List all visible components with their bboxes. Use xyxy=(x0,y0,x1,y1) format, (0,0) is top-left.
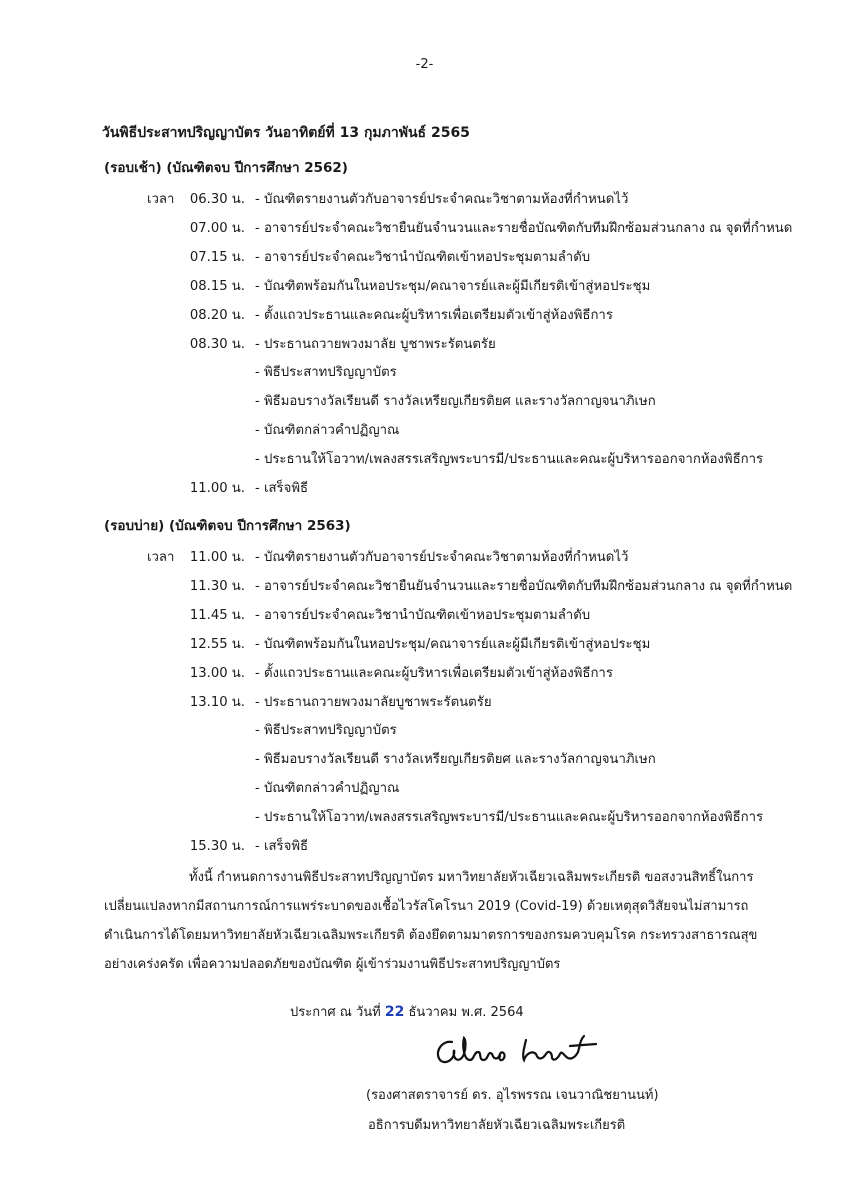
schedule-activity: - พิธีประสาทปริญญาบัตร xyxy=(255,365,397,381)
schedule-row xyxy=(0,275,849,295)
schedule-time: 11.00 น. xyxy=(189,550,245,565)
schedule-activity: - ประธานถวายพวงมาลัย บูชาพระรัตนตรัย xyxy=(255,336,496,352)
schedule-activity: - อาจารย์ประจำคณะวิชานำบัณฑิตเข้าหอประชุมตามลำดับ xyxy=(255,249,591,265)
time-prefix: เวลา xyxy=(147,192,175,207)
schedule-row xyxy=(0,719,849,739)
schedule-activity: - ประธานให้โอวาท/เพลงสรรเสริญพระบารมี/ประธานและคณะผู้บริหารออกจากห้องพิธีการ xyxy=(255,452,764,468)
schedule-activity: - ประธานให้โอวาท/เพลงสรรเสริญพระบารมี/ประธานและคณะผู้บริหารออกจากห้องพิธีการ xyxy=(255,810,764,826)
schedule-row xyxy=(0,333,849,353)
schedule-time: 08.15 น. xyxy=(189,278,245,294)
schedule-row xyxy=(0,477,849,497)
schedule-time: 11.45 น. xyxy=(189,607,245,623)
schedule-time: 08.20 น. xyxy=(189,307,245,323)
schedule-row xyxy=(0,604,849,624)
schedule-row xyxy=(0,662,849,682)
schedule-activity: - บัณฑิตรายงานตัวกับอาจารย์ประจำคณะวิชาตามห้องที่กำหนดไว้ xyxy=(255,550,629,565)
ceremony-heading: วันพิธีประสาทปริญญาบัตร วันอาทิตย์ที่ 13 กุมภาพันธ์ 2565 xyxy=(102,125,470,141)
schedule-time: 13.00 น. xyxy=(189,665,245,681)
schedule-activity: - ตั้งแถวประธานและคณะผู้บริหารเพื่อเตรียมตัวเข้าสู่ห้องพิธีการ xyxy=(255,665,613,681)
schedule-row xyxy=(0,304,849,324)
notice-line-4: อย่างเคร่งครัด เพื่อความปลอดภัยของบัณฑิต ผู้เข้าร่วมงานพิธีประสาทปริญญาบัตร xyxy=(104,957,561,972)
schedule-row xyxy=(0,546,849,566)
schedule-row xyxy=(0,217,849,237)
schedule-time: 07.15 น. xyxy=(189,249,245,265)
afternoon-session-title: (รอบบ่าย) (บัณฑิตจบ ปีการศึกษา 2563) xyxy=(104,518,351,534)
morning-session-title: (รอบเช้า) (บัณฑิตจบ ปีการศึกษา 2562) xyxy=(104,160,348,176)
schedule-row xyxy=(0,835,849,855)
announce-prefix: ประกาศ ณ วันที่ xyxy=(290,1005,381,1020)
schedule-row xyxy=(0,633,849,653)
schedule-row xyxy=(0,361,849,381)
schedule-time: 06.30 น. xyxy=(189,192,245,207)
schedule-activity: - อาจารย์ประจำคณะวิชานำบัณฑิตเข้าหอประชุมตามลำดับ xyxy=(255,607,591,623)
schedule-activity: - พิธีมอบรางวัลเรียนดี รางวัลเหรียญเกียรติยศ และรางวัลกาญจนาภิเษก xyxy=(255,752,656,768)
schedule-time: 11.30 น. xyxy=(189,578,245,594)
schedule-row xyxy=(0,188,849,208)
schedule-row xyxy=(0,246,849,266)
signer-position: อธิการบดีมหาวิทยาลัยหัวเฉียวเฉลิมพระเกียรติ xyxy=(368,1118,626,1133)
schedule-row xyxy=(0,419,849,439)
schedule-row xyxy=(0,777,849,797)
schedule-row xyxy=(0,448,849,468)
page-number: -2- xyxy=(415,57,434,72)
schedule-activity: - บัณฑิตพร้อมกันในหอประชุม/คณาจารย์และผู้มีเกียรติเข้าสู่หอประชุม xyxy=(255,278,651,294)
schedule-time: 12.55 น. xyxy=(189,636,245,652)
signer-name: (รองศาสตราจารย์ ดร. อุไรพรรณ เจนวาณิชยานนท์) xyxy=(366,1088,659,1103)
schedule-row xyxy=(0,575,849,595)
schedule-activity: - บัณฑิตรายงานตัวกับอาจารย์ประจำคณะวิชาตามห้องที่กำหนดไว้ xyxy=(255,192,629,207)
schedule-row xyxy=(0,691,849,711)
notice-line-3: ดำเนินการได้โดยมหาวิทยาลัยหัวเฉียวเฉลิมพระเกียรติ ต้องยึดตามมาตรการของกรมควบคุมโรค กระทรวงสาธารณสุข xyxy=(104,928,758,943)
schedule-time: 15.30 น. xyxy=(189,839,245,854)
schedule-time: 11.00 น. xyxy=(189,481,245,496)
notice-line-2: เปลี่ยนแปลงหากมีสถานการณ์การแพร่ระบาดของเชื้อไวรัสโคโรนา 2019 (Covid-19) ด้วยเหตุสุดวิสัยจนไม่สามารถ xyxy=(104,899,749,914)
schedule-activity: - พิธีมอบรางวัลเรียนดี รางวัลเหรียญเกียรติยศ และรางวัลกาญจนาภิเษก xyxy=(255,394,656,410)
schedule-activity: - บัณฑิตกล่าวคำปฏิญาณ xyxy=(255,781,400,797)
announce-day: 22 xyxy=(384,1004,405,1020)
schedule-activity: - อาจารย์ประจำคณะวิชายืนยันจำนวนและรายชื่อบัณฑิตกับทีมฝึกซ้อมส่วนกลาง ณ จุดที่กำหนด xyxy=(255,220,793,236)
schedule-activity: - เสร็จพิธี xyxy=(255,839,309,854)
schedule-time: 07.00 น. xyxy=(189,220,245,236)
schedule-row xyxy=(0,748,849,768)
time-prefix: เวลา xyxy=(147,550,175,565)
schedule-row xyxy=(0,390,849,410)
schedule-activity: - บัณฑิตพร้อมกันในหอประชุม/คณาจารย์และผู้มีเกียรติเข้าสู่หอประชุม xyxy=(255,636,651,652)
schedule-activity: - บัณฑิตกล่าวคำปฏิญาณ xyxy=(255,423,400,439)
schedule-activity: - ประธานถวายพวงมาลัยบูชาพระรัตนตรัย xyxy=(255,694,492,710)
handwritten-signature xyxy=(430,1030,605,1074)
schedule-activity: - ตั้งแถวประธานและคณะผู้บริหารเพื่อเตรียมตัวเข้าสู่ห้องพิธีการ xyxy=(255,307,613,323)
announce-month-year: ธันวาคม พ.ศ. 2564 xyxy=(408,1005,524,1020)
schedule-activity: - เสร็จพิธี xyxy=(255,481,309,496)
notice-line-1: ทั้งนี้ กำหนดการงานพิธีประสาทปริญญาบัตร มหาวิทยาลัยหัวเฉียวเฉลิมพระเกียรติ ขอสงวนสิทธิ์ในการ xyxy=(189,870,754,885)
schedule-activity: - อาจารย์ประจำคณะวิชายืนยันจำนวนและรายชื่อบัณฑิตกับทีมฝึกซ้อมส่วนกลาง ณ จุดที่กำหนด xyxy=(255,578,793,594)
schedule-activity: - พิธีประสาทปริญญาบัตร xyxy=(255,723,397,739)
announcement-date xyxy=(290,1001,524,1022)
schedule-time: 08.30 น. xyxy=(189,336,245,352)
schedule-time: 13.10 น. xyxy=(189,694,245,710)
schedule-row xyxy=(0,806,849,826)
